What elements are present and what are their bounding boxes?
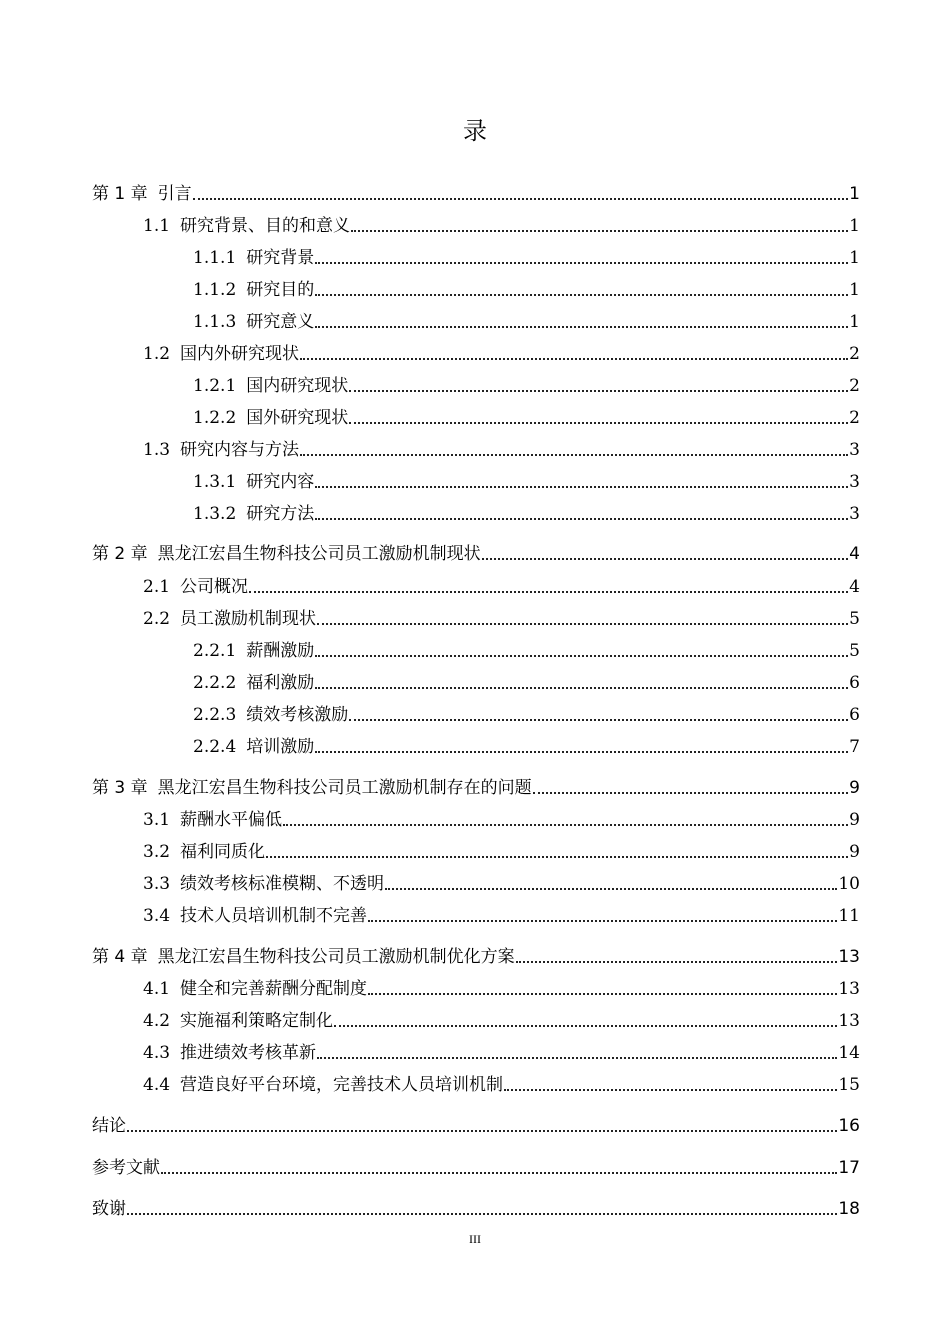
toc-entry-label: 黑龙江宏昌生物科技公司员工激励机制现状 bbox=[157, 544, 481, 564]
toc-entry-page: 15 bbox=[838, 1075, 860, 1095]
toc-entry-label: 黑龙江宏昌生物科技公司员工激励机制存在的问题 bbox=[157, 778, 532, 798]
toc-entry-label: 国外研究现状 bbox=[246, 408, 349, 428]
toc-entry-number: 1.2.2 bbox=[193, 408, 237, 428]
toc-entry-number: 2.2.2 bbox=[193, 673, 237, 693]
toc-entry-page: 14 bbox=[838, 1043, 860, 1063]
dot-leader bbox=[385, 888, 837, 890]
dot-leader bbox=[193, 198, 849, 200]
toc-entry-page: 9 bbox=[849, 810, 860, 830]
toc-entry-label: 健全和完善薪酬分配制度 bbox=[180, 979, 368, 999]
toc-entry[interactable] bbox=[143, 872, 860, 896]
toc-entry-label: 实施福利策略定制化 bbox=[180, 1011, 334, 1031]
toc-entry-label: 福利激励 bbox=[246, 673, 315, 693]
page-number-footer: III bbox=[469, 1232, 481, 1246]
toc-entry-page: 9 bbox=[849, 778, 860, 798]
toc-entry-page: 17 bbox=[838, 1158, 860, 1178]
dot-leader bbox=[317, 1057, 837, 1059]
toc-entry-page: 11 bbox=[838, 906, 860, 926]
toc-entry-page: 13 bbox=[838, 979, 860, 999]
toc-entry-number: 第 4 章 bbox=[92, 947, 148, 967]
toc-entry-number: 3.3 bbox=[143, 874, 171, 894]
toc-entry-label: 员工激励机制现状 bbox=[180, 609, 317, 629]
toc-entry-label: 参考文献 bbox=[92, 1158, 160, 1178]
toc-entry-page: 3 bbox=[849, 472, 860, 492]
toc-entry[interactable] bbox=[143, 904, 860, 928]
toc-entry-label: 引言 bbox=[157, 184, 192, 204]
toc-entry-page: 13 bbox=[838, 947, 860, 967]
toc-entry-number: 1.1.3 bbox=[193, 312, 237, 332]
toc-entry-number: 2.2.3 bbox=[193, 705, 237, 725]
toc-entry-number: 4.2 bbox=[143, 1011, 171, 1031]
toc-entry-number: 第 1 章 bbox=[92, 184, 148, 204]
toc-entry[interactable] bbox=[143, 607, 860, 631]
toc-entry[interactable] bbox=[143, 808, 860, 832]
toc-entry[interactable] bbox=[193, 703, 860, 727]
dot-leader bbox=[334, 1025, 837, 1027]
toc-entry-number: 1.2 bbox=[143, 344, 171, 364]
toc-entry-label: 福利同质化 bbox=[180, 842, 266, 862]
toc-entry-number: 2.1 bbox=[143, 577, 171, 597]
toc-entry[interactable] bbox=[193, 246, 860, 270]
toc-entry-page: 7 bbox=[849, 737, 860, 757]
toc-entry-label: 研究目的 bbox=[246, 280, 315, 300]
toc-entry-number: 2.2.1 bbox=[193, 641, 237, 661]
toc-entry[interactable] bbox=[193, 639, 860, 663]
toc-entry-page: 9 bbox=[849, 842, 860, 862]
toc-entry-page: 16 bbox=[838, 1116, 860, 1136]
toc-entry[interactable] bbox=[193, 470, 860, 494]
toc-entry-page: 1 bbox=[849, 184, 860, 204]
toc-entry-page: 5 bbox=[849, 609, 860, 629]
toc-entry-label: 研究方法 bbox=[246, 504, 315, 524]
toc-entry-label: 薪酬激励 bbox=[246, 641, 315, 661]
toc-entry-number: 1.1.1 bbox=[193, 248, 237, 268]
toc-entry[interactable] bbox=[143, 1009, 860, 1033]
toc-entry[interactable] bbox=[92, 182, 860, 206]
toc-entry-label: 致谢 bbox=[92, 1199, 126, 1219]
toc-entry-label: 技术人员培训机制不完善 bbox=[180, 906, 368, 926]
toc-entry[interactable] bbox=[92, 542, 860, 566]
toc-entry-page: 5 bbox=[849, 641, 860, 661]
dot-leader bbox=[315, 751, 848, 753]
dot-leader bbox=[516, 961, 838, 963]
toc-entry-label: 研究意义 bbox=[246, 312, 315, 332]
toc-entry[interactable] bbox=[143, 840, 860, 864]
toc-entry-page: 13 bbox=[838, 1011, 860, 1031]
toc-entry-number: 4.3 bbox=[143, 1043, 171, 1063]
toc-entry-label: 培训激励 bbox=[246, 737, 315, 757]
toc-entry[interactable] bbox=[143, 1041, 860, 1065]
dot-leader bbox=[482, 558, 849, 560]
toc-entry-page: 4 bbox=[849, 577, 860, 597]
toc-entry[interactable] bbox=[92, 1156, 860, 1180]
toc-entry-page: 1 bbox=[849, 216, 860, 236]
toc-entry-page: 3 bbox=[849, 504, 860, 524]
toc-entry-label: 研究背景 bbox=[246, 248, 315, 268]
toc-entry-number: 4.1 bbox=[143, 979, 171, 999]
toc-entry-number: 3.4 bbox=[143, 906, 171, 926]
dot-leader bbox=[127, 1213, 837, 1215]
dot-leader bbox=[283, 824, 848, 826]
toc-entry[interactable] bbox=[92, 776, 860, 800]
toc-entry-page: 18 bbox=[838, 1199, 860, 1219]
toc-entry-page: 1 bbox=[849, 312, 860, 332]
toc-entry[interactable] bbox=[193, 735, 860, 759]
toc-entry-label: 绩效考核激励 bbox=[246, 705, 349, 725]
toc-entry-label: 结论 bbox=[92, 1116, 126, 1136]
dot-leader bbox=[315, 655, 848, 657]
toc-entry[interactable] bbox=[193, 374, 860, 398]
dot-leader bbox=[504, 1089, 837, 1091]
dot-leader bbox=[315, 486, 848, 488]
toc-entry-page: 4 bbox=[849, 544, 860, 564]
dot-leader bbox=[317, 623, 848, 625]
toc-entry-label: 研究背景、目的和意义 bbox=[180, 216, 351, 236]
toc-entry[interactable] bbox=[143, 438, 860, 462]
toc-entry[interactable] bbox=[193, 278, 860, 302]
toc-entry-number: 1.1.2 bbox=[193, 280, 237, 300]
dot-leader bbox=[533, 792, 849, 794]
dot-leader bbox=[368, 993, 837, 995]
dot-leader bbox=[300, 358, 848, 360]
toc-entry-number: 2.2.4 bbox=[193, 737, 237, 757]
toc-entry[interactable] bbox=[92, 1114, 860, 1138]
toc-entry-number: 1.3.1 bbox=[193, 472, 237, 492]
toc-entry-number: 3.2 bbox=[143, 842, 171, 862]
toc-entry-label: 绩效考核标准模糊、不透明 bbox=[180, 874, 385, 894]
toc-entry-label: 公司概况 bbox=[180, 577, 249, 597]
dot-leader bbox=[266, 856, 848, 858]
toc-entry-number: 1.2.1 bbox=[193, 376, 237, 396]
toc-entry-page: 6 bbox=[849, 705, 860, 725]
toc-entry[interactable] bbox=[143, 977, 860, 1001]
toc-entry-page: 3 bbox=[849, 440, 860, 460]
toc-entry-number: 3.1 bbox=[143, 810, 171, 830]
toc-entry-label: 黑龙江宏昌生物科技公司员工激励机制优化方案 bbox=[157, 947, 515, 967]
toc-entry-label: 国内外研究现状 bbox=[180, 344, 300, 364]
dot-leader bbox=[300, 454, 848, 456]
toc-entry-label: 营造良好平台环境，完善技术人员培训机制 bbox=[180, 1075, 504, 1095]
toc-entry-page: 2 bbox=[849, 376, 860, 396]
toc-entry-number: 第 2 章 bbox=[92, 544, 148, 564]
toc-entry[interactable] bbox=[143, 1073, 860, 1097]
toc-entry[interactable] bbox=[143, 342, 860, 366]
dot-leader bbox=[315, 687, 848, 689]
toc-title: 录 bbox=[463, 117, 487, 145]
toc-entry[interactable] bbox=[92, 1197, 860, 1221]
toc-entry-number: 第 3 章 bbox=[92, 778, 148, 798]
toc-entry-label: 研究内容与方法 bbox=[180, 440, 300, 460]
toc-entry-number: 1.1 bbox=[143, 216, 171, 236]
toc-entry-number: 1.3.2 bbox=[193, 504, 237, 524]
toc-entry-number: 1.3 bbox=[143, 440, 171, 460]
dot-leader bbox=[349, 422, 848, 424]
dot-leader bbox=[349, 390, 848, 392]
toc-entry[interactable] bbox=[193, 406, 860, 430]
toc-entry[interactable] bbox=[143, 214, 860, 238]
toc-entry-label: 薪酬水平偏低 bbox=[180, 810, 283, 830]
toc-entry-label: 研究内容 bbox=[246, 472, 315, 492]
toc-entry-page: 10 bbox=[838, 874, 860, 894]
toc-entry[interactable] bbox=[193, 502, 860, 526]
toc-entry-number: 2.2 bbox=[143, 609, 171, 629]
toc-entry[interactable] bbox=[193, 310, 860, 334]
toc-entry-number: 4.4 bbox=[143, 1075, 171, 1095]
toc-entry-page: 1 bbox=[849, 280, 860, 300]
dot-leader bbox=[368, 920, 837, 922]
dot-leader bbox=[315, 294, 848, 296]
dot-leader bbox=[315, 326, 848, 328]
dot-leader bbox=[315, 518, 848, 520]
toc-entry-page: 2 bbox=[849, 408, 860, 428]
dot-leader bbox=[249, 591, 848, 593]
toc-entry[interactable] bbox=[143, 575, 860, 599]
dot-leader bbox=[315, 262, 848, 264]
dot-leader bbox=[161, 1172, 837, 1174]
toc-entry-label: 推进绩效考核革新 bbox=[180, 1043, 317, 1063]
toc-entry-page: 2 bbox=[849, 344, 860, 364]
toc-entry[interactable] bbox=[193, 671, 860, 695]
dot-leader bbox=[351, 230, 848, 232]
toc-entry-page: 1 bbox=[849, 248, 860, 268]
dot-leader bbox=[127, 1130, 837, 1132]
dot-leader bbox=[349, 719, 848, 721]
toc-entry[interactable] bbox=[92, 945, 860, 969]
toc-entry-label: 国内研究现状 bbox=[246, 376, 349, 396]
toc-entry-page: 6 bbox=[849, 673, 860, 693]
